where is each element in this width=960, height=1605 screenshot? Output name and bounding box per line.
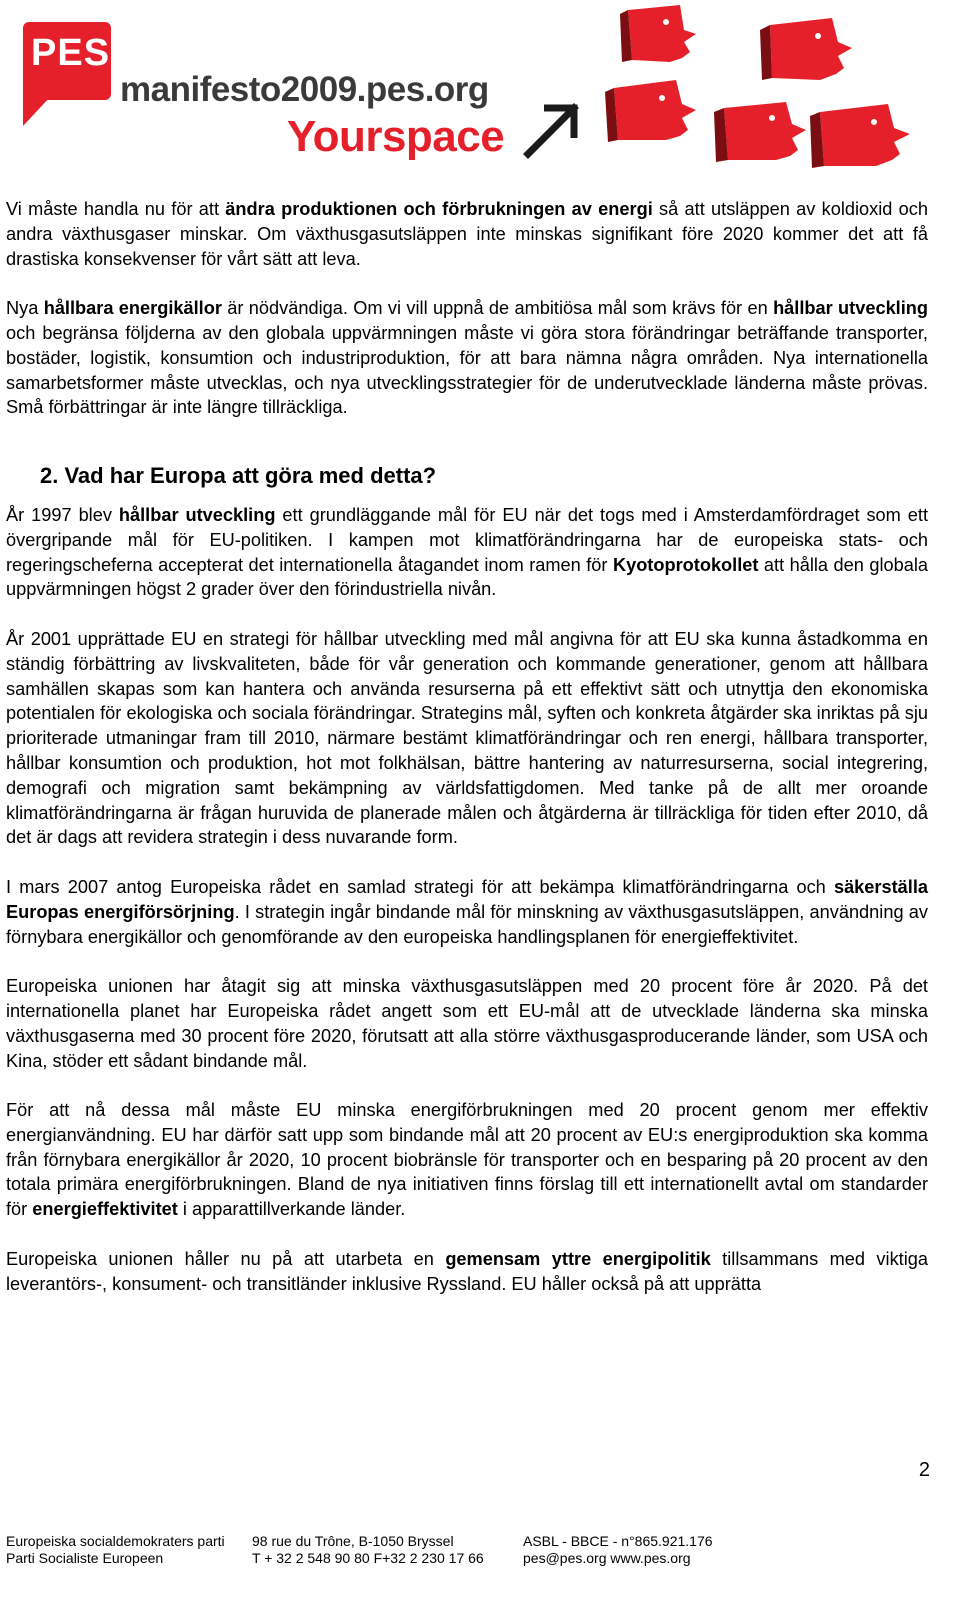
pes-logo-tail <box>23 96 51 126</box>
page-number: 2 <box>918 1459 930 1481</box>
bold-text: ändra produktionen och förbrukningen av energi <box>225 199 653 219</box>
bold-text: hållbar utveckling <box>118 504 276 525</box>
text-run: Nya <box>6 298 44 319</box>
footer-org <box>6 1533 225 1566</box>
bold-text: hållbar utveckling <box>773 298 929 319</box>
red-faces-illustration <box>600 0 930 185</box>
text-run: att hålla den globala uppvärmningen högst 2 grader över den förindustriella nivån. <box>6 554 928 600</box>
section-heading: 2. Vad har Europa att göra med detta? <box>40 463 437 489</box>
text-run: För att nå dessa mål måste EU minska energiförbrukningen med 20 procent genom mer effektiv energianvändning. EU har därför satt upp som bindande mål att 20 procent av EU:s energiproduktion ska komma från förnybara energikällor år 2020, 10 procent biobränsle för transporter och en besparing på 20 procent av den totala primära energiförbrukningen. Bland de nya initiativen finns förslag till ett internationellt avtal om standarder för <box>6 1100 928 1220</box>
pes-logo-text: PES <box>31 32 111 74</box>
pes-logo <box>23 22 111 100</box>
text-run: och begränsa följderna av den globala uppvärmningen måste vi göra stora förändringar beträffande transporter, bostäder, logistik, konsumtion och industriproduktion, för att bara nämna några områden. Nya internationella samarbetsformer måste utvecklas, och nya utvecklingsstrategier för de underutvecklade länderna måste prövas. Små förbättringar är inte längre tillräckliga. <box>6 322 928 418</box>
text-run: i apparattillverkande länder. <box>177 1199 406 1220</box>
footer-address <box>252 1533 484 1566</box>
paragraph-3 <box>6 503 928 602</box>
text-run: ett grundläggande mål för EU när det togs med i Amsterdamfördraget som ett övergripande mål för EU-politiken. I kampen mot klimatförändringarna har de europeiska stats- och regeringscheferna accepterat det internationella åtagandet inom ramen för <box>6 504 928 575</box>
paragraph-7 <box>6 1098 928 1222</box>
bold-text: hållbara energikällor <box>43 298 222 319</box>
footer-reg-line1: ASBL - BBCE - n°865.921.176 <box>523 1533 713 1549</box>
tagline: Yourspace <box>287 112 505 161</box>
paragraph-6 <box>6 974 928 1073</box>
footer-address-line1: 98 rue du Trône, B-1050 Bryssel <box>252 1533 454 1549</box>
text-run: Europeiska unionen håller nu på att utarbeta en <box>6 1248 446 1269</box>
footer-registration <box>523 1533 713 1566</box>
footer-org-line2: Parti Socialiste Europeen <box>6 1549 164 1566</box>
paragraph-8 <box>6 1247 928 1297</box>
footer-org-line1: Europeiska socialdemokraters parti <box>6 1533 225 1549</box>
bold-text: energieffektivitet <box>32 1199 178 1220</box>
document-body <box>6 197 928 1296</box>
text-run: År 1997 blev <box>6 504 119 525</box>
text-run: är nödvändiga. Om vi vill uppnå de ambitiösa mål som krävs för en <box>221 298 774 319</box>
paragraph-1 <box>6 197 928 271</box>
footer-reg-line2: pes@pes.org www.pes.org <box>523 1549 691 1566</box>
text-run: så att utsläppen av koldioxid och andra växthusgaser minskar. Om växthusgasutsläppen inte minskas signifikant före 2020 kommer det att få drastiska konsekvenser för vårt sätt att leva. <box>6 199 929 269</box>
arrow-icon <box>522 100 582 160</box>
text-run: I mars 2007 antog Europeiska rådet en samlad strategi för att bekämpa klimatförändringarna och <box>6 876 834 897</box>
text-run: År 2001 upprättade EU en strategi för hållbar utveckling med mål angivna för att EU ska kunna åstadkomma en ständig förbättring av livskvaliteten, både för vår generation och kommande generationer, genom att hållbara samhällen skapas som kan hantera och använda resurserna på ett effektivt sätt och utnyttja den ekonomiska potentialen för ekologiska och sociala förändringar. Strategins mål, syften och konkreta åtgärder ska inriktas på sju prioriterade utmaningar fram till 2010, närmare bestämt klimatförändringar och ren energi, hållbara transporter, hållbar konsumtion och produktion, hot mot folkhälsan, bättre hantering av naturresurserna, social integrering, demografi och migration samt bekämpning av världsfattigdomen. Med tanke på de allt mer oroande klimatförändringarna är frågan huruvida de planerade målen och åtgärderna är tillräckliga för tiden efter 2010, då det är dags att revidera strategin i dess nuvarande form. <box>6 628 928 848</box>
text-run: Vi måste handla nu för att <box>6 199 226 219</box>
bold-text: Kyotoprotokollet <box>612 554 759 575</box>
bold-text: säkerställa Europas energiförsörjning <box>6 876 928 922</box>
footer-address-line2: T + 32 2 548 90 80 F+32 2 230 17 66 <box>252 1549 484 1566</box>
text-run: tillsammans med viktiga leverantörs-, konsument- och transitländer inklusive Ryssland. EU håller också på att upprätta <box>6 1248 928 1294</box>
site-url: manifesto2009.pes.org <box>120 70 489 109</box>
text-run: . I strategin ingår bindande mål för minskning av växthusgasutsläppen, användning av förnybara energikällor och genomförande av den europeiska handlingsplanen för energieffektivitet. <box>6 901 928 947</box>
paragraph-5 <box>6 875 928 949</box>
paragraph-2 <box>6 296 928 420</box>
paragraph-4 <box>6 627 928 850</box>
page-header <box>0 0 960 190</box>
text-run: Europeiska unionen har åtagit sig att minska växthusgasutsläppen med 20 procent före år 2020. På det internationella planet har Europeiska rådet angett som ett EU-mål att de utvecklade länderna ska minska växthusgaserna med 30 procent före 2020, förutsatt att alla större växthusgasproducerande länder, som USA och Kina, stöder ett sådant bindande mål. <box>6 976 928 1071</box>
bold-text: gemensam yttre energipolitik <box>445 1248 711 1269</box>
